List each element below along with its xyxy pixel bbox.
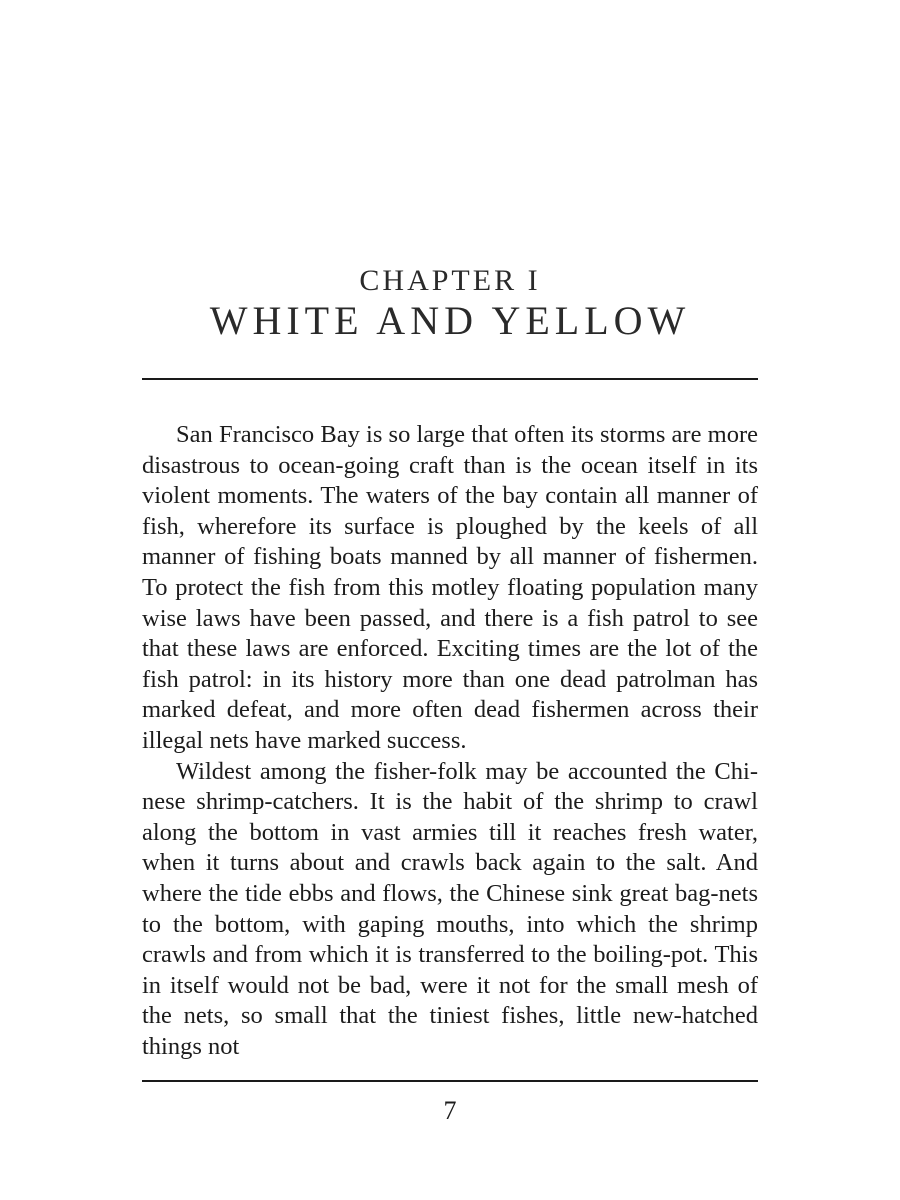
chapter-number: CHAPTER I (359, 264, 541, 297)
paragraph: Wildest among the fisher-folk may be accounted the Chinese shrimp-catchers. It is the habit of the shrimp to crawl along the bottom in vast armies till it reaches fresh water, when it turns about and crawls back again to the salt. And where the tide ebbs and flows, the Chinese sink great bag-nets to the bottom, with gaping mouths, into which the shrimp crawls and from which it is transferred to the boiling-pot. This in itself would not be bad, were it not for the small mesh of the nets, so small that the tiniest fishes, little new-hatched things not (142, 757, 758, 1060)
page-number: 7 (443, 1096, 457, 1125)
chapter-title: WHITE AND YELLOW (209, 298, 691, 343)
header-divider (142, 378, 758, 380)
paragraph: San Francisco Bay is so large that often its storms are more disastrous to ocean-going craft than is the ocean itself in its violent moments. The waters of the bay contain all manner of fish, wherefore its surface is ploughed by the keels of all manner of fishing boats manned by all manner of fishermen. To protect the fish from this motley floating population many wise laws have been passed, and there is a fish patrol to see that these laws are enforced. Exciting times are the lot of the fish patrol: in its history more than one dead patrolman has marked defeat, and more often dead fishermen across their illegal nets have marked success. (142, 421, 758, 754)
footer-divider (142, 1080, 758, 1082)
body-text (142, 420, 758, 1062)
